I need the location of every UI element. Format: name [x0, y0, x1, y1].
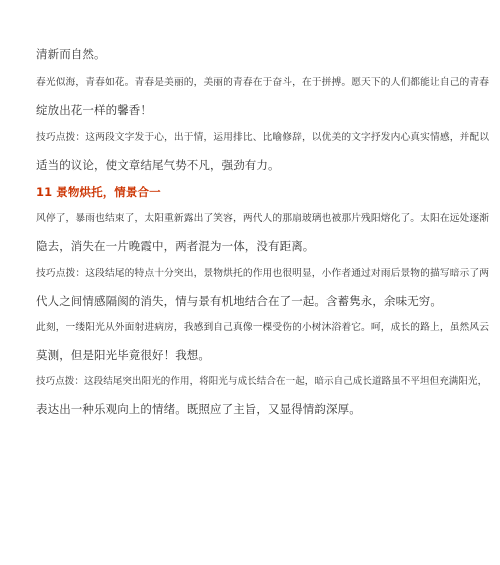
tip-paragraph-line: 表达出一种乐观向上的情绪。既照应了主旨，又显得情韵深厚。 — [36, 402, 361, 416]
tip-paragraph-line: 代人之间情感隔阂的消失，情与景有机地结合在了一起。含蓄隽永，余味无穷。 — [36, 294, 442, 308]
section-heading: 11 景物烘托，情景合一 — [36, 185, 161, 199]
paragraph-line: 莫测，但是阳光毕竟很好！我想。 — [36, 348, 210, 362]
paragraph-line: 春光似海，青春如花。青春是美丽的，美丽的青春在于奋斗，在于拼搏。愿天下的人们都能让自己的青春 — [36, 77, 490, 88]
tip-paragraph-line: 技巧点拨：这两段文字发于心，出于情，运用排比、比喻修辞，以优美的文字抒发内心真实情感，并配以 — [36, 132, 490, 143]
paragraph-line: 隐去，消失在一片晚霞中，两者混为一体，没有距离。 — [36, 239, 315, 253]
tip-paragraph-line: 技巧点拨：这段结尾突出阳光的作用，将阳光与成长结合在一起，暗示自己成长道路虽不平坦但充满阳光， — [36, 376, 488, 387]
tip-paragraph-line: 适当的议论，使文章结尾气势不凡，强劲有力。 — [36, 158, 280, 172]
paragraph-line: 此刻，一缕阳光从外面射进病房，我感到自己真像一棵受伤的小树沐浴着它。呵，成长的路上，虽然风云 — [36, 322, 490, 333]
paragraph-line: 风停了，暴雨也结束了，太阳重新露出了笑容，两代人的那扇玻璃也被那片残阳熔化了。太阳在远处逐渐 — [36, 213, 490, 224]
paragraph-line: 清新而自然。 — [36, 47, 106, 61]
paragraph-line: 绽放出花一样的馨香！ — [36, 103, 152, 117]
tip-paragraph-line: 技巧点拨：这段结尾的特点十分突出，景物烘托的作用也很明显，小作者通过对雨后景物的描写暗示了两 — [36, 268, 490, 279]
